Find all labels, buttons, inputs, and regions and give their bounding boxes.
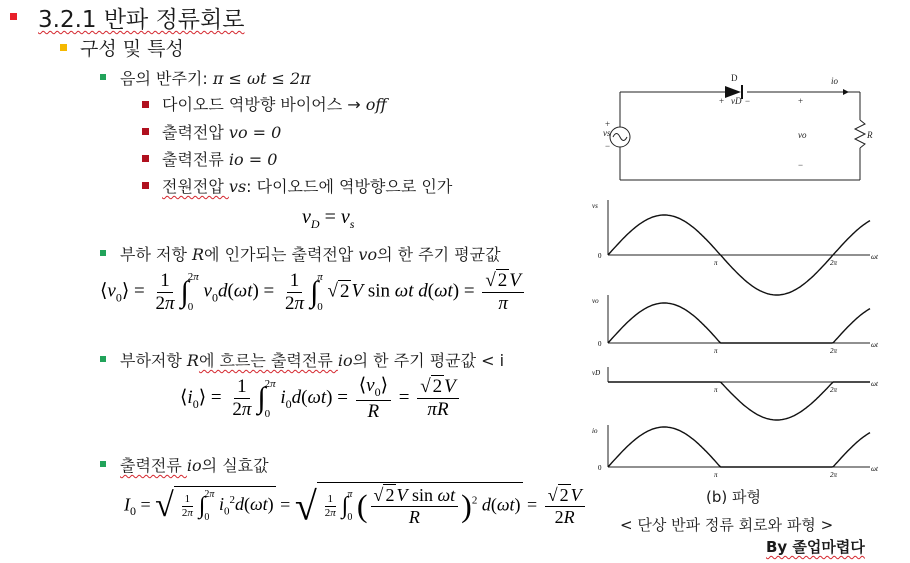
zero-label: 0	[598, 464, 602, 472]
tick-label: 2π	[830, 347, 838, 355]
diode-label: D	[731, 73, 738, 83]
item-bullet	[100, 74, 106, 80]
zero-label: 0	[598, 252, 602, 260]
equation-rms-current: $I_0$ = √ $\frac{1}{2\pi}$ ∫ 2π 0 $i_0^2d(\omega t)$ = √ $\frac{1}{2\pi}$ ∫ π 0 ( $\frac{\text{√ 2 V sin ωt}}{R}$ )$^2$ d(ωt) = $\frac{√ 2 V}{2R}$	[124, 482, 588, 530]
figure-label: (b) 파형	[706, 488, 761, 506]
minus-sign: −	[798, 160, 804, 170]
item-avg-current: 부하저항 R에 흐르는 출력전류 io의 한 주기 평균값 < i	[120, 351, 505, 370]
equation-avg-current: $⟨i_0⟩$ = $\frac{1}{2\pi}$ ∫ 2π 0 $i_0d(\omega t)$ = $\frac{⟨v_0⟩}{R}$ = $\frac{√ 2 V}{\pi R}$	[180, 375, 462, 422]
subitem-bullet	[142, 182, 149, 189]
subitem-diode-reverse: 다이오드 역방향 바이어스 → off	[162, 95, 387, 114]
axis-label: ωt	[871, 341, 878, 349]
axis-label: ωt	[871, 253, 878, 261]
minus-sign: −	[745, 96, 751, 106]
equation-vd-vs: $v_D = v_s$	[302, 206, 355, 231]
subtitle-bullet	[60, 44, 67, 51]
subitem-output-voltage: 출력전압 vo = 0	[162, 123, 282, 142]
waveform-label: vo	[592, 297, 599, 305]
tick-label: 2π	[830, 386, 838, 394]
plus-sign: +	[719, 96, 725, 106]
subitem-bullet	[142, 128, 149, 135]
waveform-trace	[608, 303, 870, 343]
item-bullet	[100, 250, 106, 256]
item-rms-current: 출력전류 io의 실효값	[120, 456, 269, 475]
item-bullet	[100, 461, 106, 467]
vo-label: vo	[798, 130, 807, 140]
waveform-label: vs	[592, 202, 598, 210]
minus-sign: −	[605, 141, 611, 151]
tick-label: 2π	[830, 471, 838, 479]
tick-label: π	[714, 259, 718, 267]
axis-label: ωt	[871, 380, 878, 388]
tick-label: π	[714, 471, 718, 479]
subitem-bullet	[142, 101, 149, 108]
waveform-label: io	[592, 427, 598, 435]
vd-label: vD	[731, 96, 742, 106]
waveform-label: vD	[592, 369, 601, 377]
half-wave-rectifier-circuit	[595, 72, 873, 187]
subitem-bullet	[142, 155, 149, 162]
vs-label: vs	[603, 128, 611, 138]
equation-avg-voltage: $⟨v_0⟩$ = $\frac{1}{2\pi}$ ∫ 2π 0 $v_0d(\omega t)$ = $\frac{1}{2\pi}$ ∫ π 0 √ 2 V sin ωt d(ωt) = $\frac{√ 2 V}{\pi}$	[100, 270, 527, 315]
subitem-output-current: 출력전류 io = 0	[162, 150, 278, 169]
tick-label: 2π	[830, 259, 838, 267]
tick-label: π	[714, 386, 718, 394]
author-credit: By 졸업마렵다	[766, 538, 865, 556]
axis-label: ωt	[871, 465, 878, 473]
subtitle: 구성 및 특성	[80, 38, 184, 60]
slide-title: 3.2.1 반파 정류회로	[38, 7, 245, 33]
subitem-source-voltage: 전원전압 vs: 다이오드에 역방향으로 인가	[162, 177, 453, 196]
tick-label: π	[714, 347, 718, 355]
zero-label: 0	[598, 340, 602, 348]
r-label: R	[867, 130, 873, 140]
item-negative-halfcycle: 음의 반주기: π ≤ ωt ≤ 2π	[120, 69, 311, 88]
title-bullet	[10, 13, 17, 20]
plus-sign: +	[798, 96, 804, 106]
io-label: io	[831, 76, 839, 86]
item-avg-voltage: 부하 저항 R에 인가되는 출력전압 vo의 한 주기 평균값	[120, 245, 501, 264]
plus-sign: +	[605, 119, 611, 129]
waveform-plots	[590, 195, 880, 479]
item-bullet	[100, 356, 106, 362]
waveform-trace	[608, 427, 870, 467]
figure-caption: < 단상 반파 정류 회로와 파형 >	[620, 516, 834, 534]
